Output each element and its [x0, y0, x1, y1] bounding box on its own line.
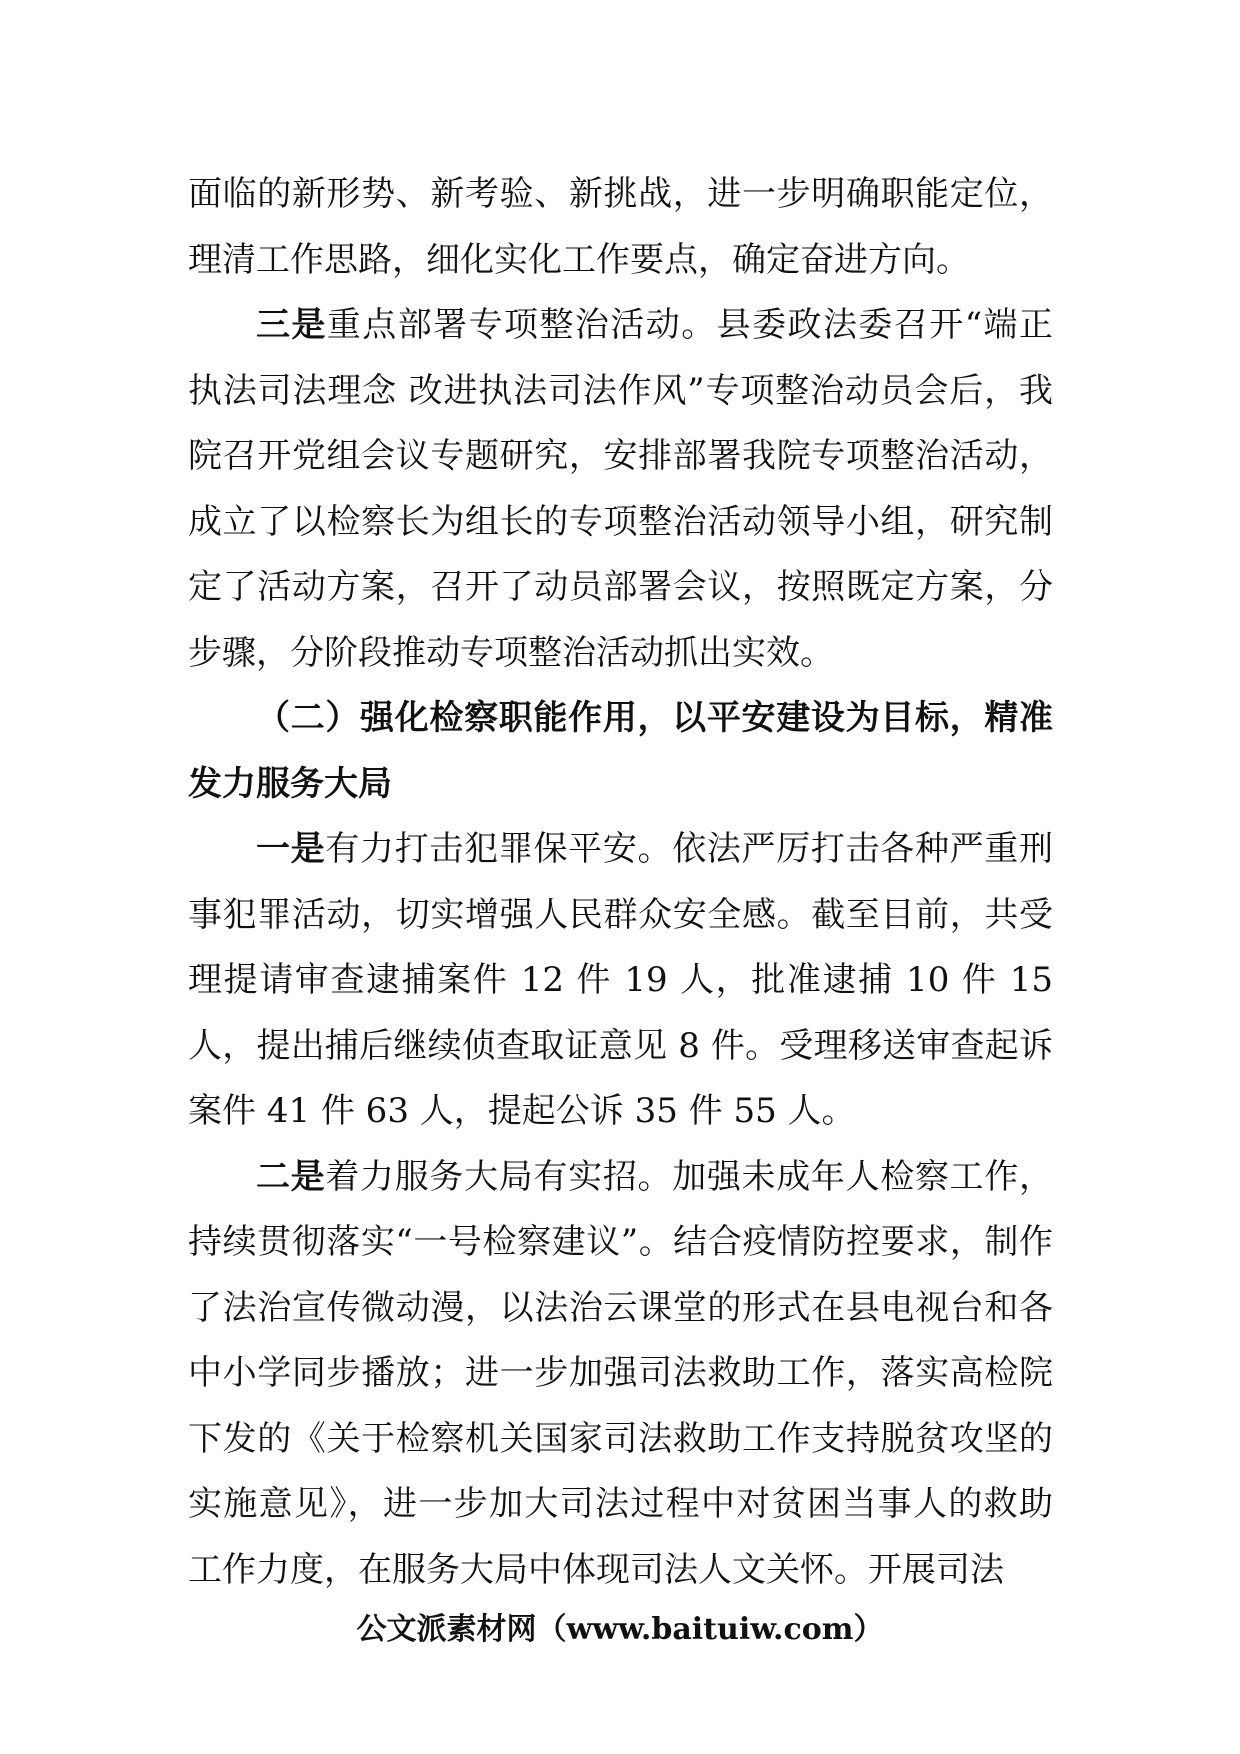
- paragraph-text: 重点部署专项整治活动。县委政法委召开“端正执法司法理念 改进执法司法作风”专项整治动员会后，我院召开党组会议专题研究，安排部署我院专项整治活动，成立了以检察长为组长的专项整治活动领导小组，研究制定了活动方案，召开了动员部署会议，按照既定方案，分步骤，分阶段推动专项整治活动抓出实效。: [188, 305, 1053, 673]
- paragraph-three-is: [188, 293, 1053, 686]
- page-footer-watermark: 公文派素材网（www.baituiw.com）: [356, 1612, 884, 1647]
- paragraph-continuation: [188, 162, 1053, 293]
- paragraph-one-is: [188, 817, 1053, 1145]
- paragraph-lead: 二是: [256, 1156, 326, 1197]
- paragraph-text: 着力服务大局有实招。加强未成年人检察工作，持续贯彻落实“一号检察建议”。结合疫情防控要求，制作了法治宣传微动漫，以法治云课堂的形式在县电视台和各中小学同步播放；进一步加强司法救助工作，落实高检院下发的《关于检察机关国家司法救助工作支持脱贫攻坚的实施意见》，进一步加大司法过程中对贫困当事人的救助工作力度，在服务大局中体现司法人文关怀。开展司法: [188, 1156, 1054, 1590]
- paragraph-lead: 三是: [256, 305, 327, 345]
- document-body: [188, 162, 1053, 1603]
- paragraph-text: 面临的新形势、新考验、新挑战，进一步明确职能定位，理清工作思路，细化实化工作要点，确定奋进方向。: [188, 174, 1053, 280]
- section-heading: （二）强化检察职能作用，以平安建设为目标，精准发力服务大局: [188, 698, 1053, 804]
- paragraph-text: 有力打击犯罪保平安。依法严厉打击各种严重刑事犯罪活动，切实增强人民群众安全感。截至目前，共受理提请审查逮捕案件 12 件 19 人，批准逮捕 10 件 15 人，提出捕后继续侦查取证意见 8 件。受理移送审查起诉案件 41 件 63 人，提起公诉 35 件 55 人。: [188, 829, 1054, 1131]
- paragraph-two-is: [188, 1145, 1053, 1604]
- paragraph-lead: 一是: [256, 829, 326, 869]
